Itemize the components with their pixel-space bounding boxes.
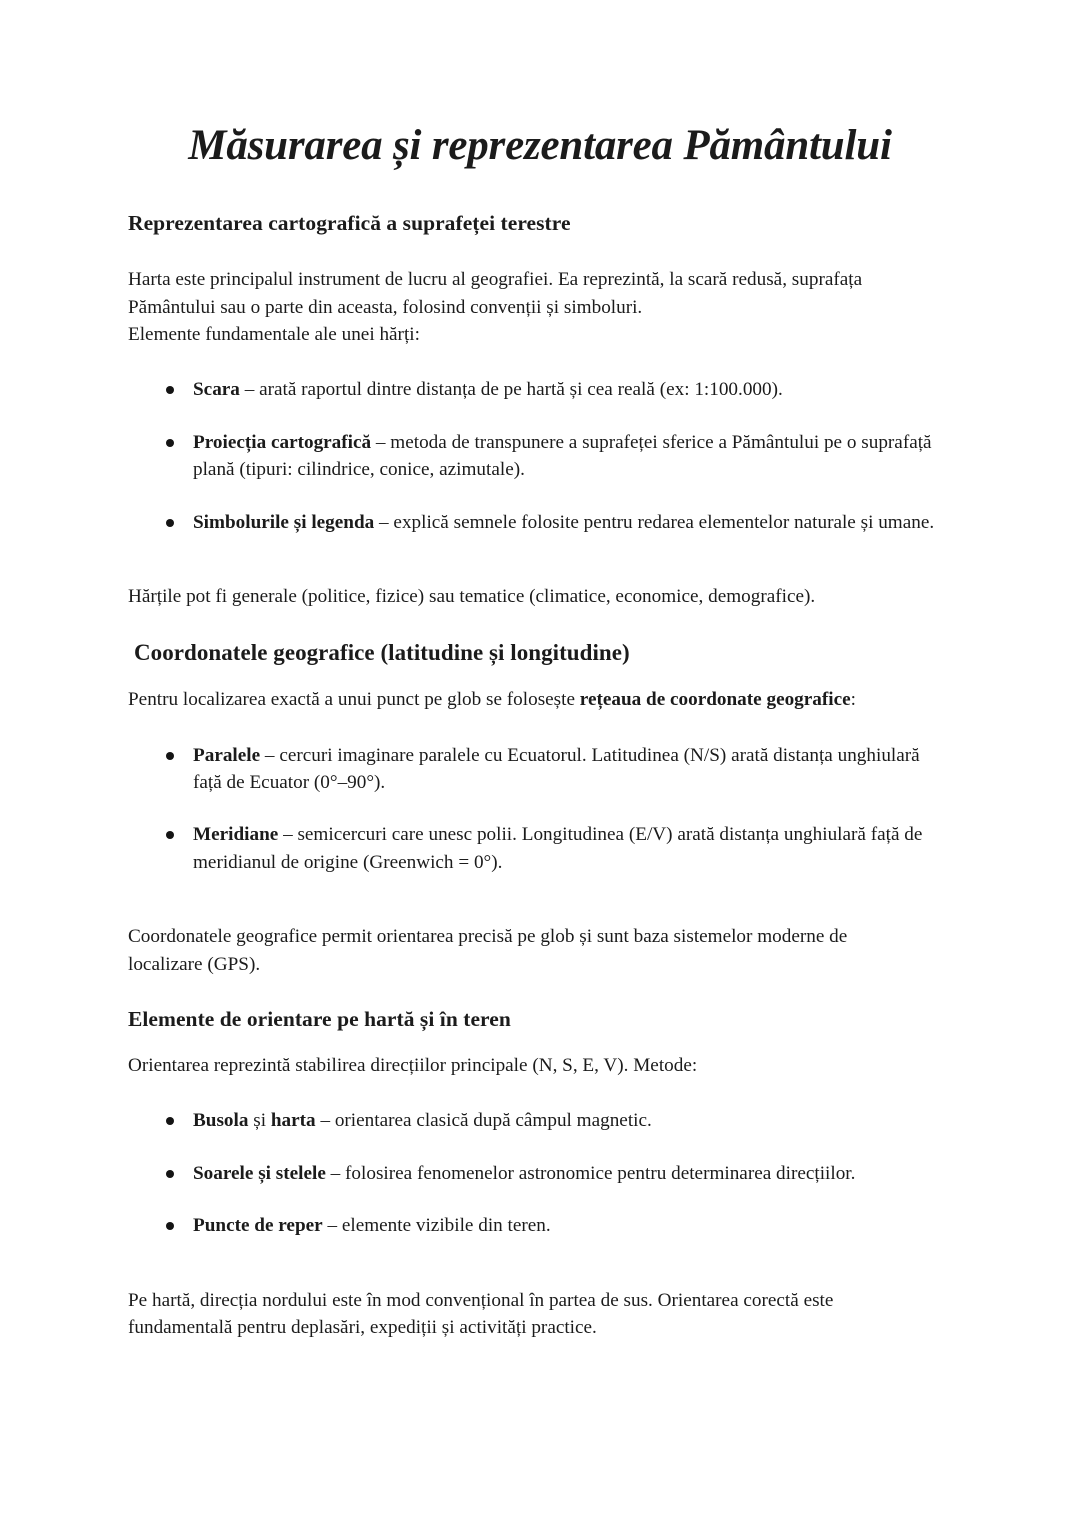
spacer — [128, 668, 952, 686]
list-item — [128, 376, 952, 403]
spacer — [128, 978, 952, 1006]
list-item-description: – orientarea clasică după câmpul magnetic. — [315, 1110, 652, 1132]
paragraph-text-after-bold: : — [850, 689, 856, 711]
list-item-description: – semicercuri care unesc polii. Longitudinea (E/V) arată distanța unghiulară față de meridianul de origine (Greenwich = 0°). — [193, 824, 923, 873]
list-item-term-secondary: harta — [270, 1110, 316, 1132]
list-item-text — [193, 1212, 952, 1239]
list-item-text — [193, 376, 938, 403]
list-item-term: Scara — [193, 379, 240, 401]
bullet-disc-icon — [166, 1117, 174, 1125]
paragraph-bold-phrase: rețeaua de coordonate geografice — [579, 689, 851, 711]
paragraph-orientation-methods-lead: Orientarea reprezintă stabilirea direcțiilor principale (N, S, E, V). Metode: — [128, 1055, 698, 1077]
spacer — [128, 238, 952, 266]
paragraph-gps-localization: Coordonatele geografice permit orientarea precisă pe glob și sunt baza sistemelor moderne de localizare (GPS). — [128, 926, 848, 975]
list-orientation-methods — [128, 1107, 952, 1239]
spacer — [128, 1034, 952, 1052]
list-item-description: – arată raportul dintre distanța de pe hartă și cea reală (ex: 1:100.000). — [239, 379, 783, 401]
list-item — [128, 1107, 952, 1134]
paragraph-coordinate-network — [128, 686, 900, 713]
list-item-term: Proiecția cartografică — [193, 431, 372, 453]
list-item-text — [193, 1160, 952, 1187]
list-map-elements — [128, 376, 952, 536]
bullet-disc-icon — [166, 519, 174, 527]
list-item — [128, 742, 952, 797]
list-item-text — [193, 742, 952, 797]
spacer — [128, 170, 952, 210]
paragraph-map-types: Hărțile pot fi generale (politice, fizice) sau tematice (climatice, economice, demografice). — [128, 585, 816, 607]
list-item-term: Simbolurile și legenda — [193, 511, 375, 533]
bullet-disc-icon — [166, 752, 174, 760]
bullet-disc-icon — [166, 831, 174, 839]
spacer — [128, 1240, 952, 1287]
spacer — [128, 610, 952, 638]
list-item — [128, 429, 952, 484]
list-coordinate-types — [128, 742, 952, 877]
heading-geographic-coordinates: Coordonatele geografice (latitudine și longitudine) — [134, 640, 630, 666]
bullet-disc-icon — [166, 1222, 174, 1230]
heading-orientation-elements: Elemente de orientare pe hartă și în teren — [128, 1007, 511, 1032]
list-item-description: – explică semnele folosite pentru redarea elementelor naturale și umane. — [374, 511, 935, 533]
spacer — [128, 1079, 952, 1107]
list-item-text — [193, 429, 938, 484]
spacer — [128, 876, 952, 923]
bullet-disc-icon — [166, 439, 174, 447]
spacer — [128, 348, 952, 376]
list-item-description: – cercuri imaginare paralele cu Ecuatorul. Latitudinea (N/S) arată distanța unghiulară față de Ecuator (0°–90°). — [193, 744, 920, 794]
list-item-term: Puncte de reper — [193, 1215, 323, 1237]
list-item-term: Busola — [193, 1110, 249, 1132]
bullet-disc-icon — [166, 386, 174, 394]
list-item — [128, 1160, 952, 1187]
paragraph-map-definition: Harta este principalul instrument de lucru al geografiei. Ea reprezintă, la scară redusă, suprafața Pământului sau o parte din aceasta, folosind convenții și simboluri. — [128, 269, 863, 318]
paragraph-fundamental-elements-lead: Elemente fundamentale ale unei hărți: — [128, 323, 420, 345]
list-item-description: – folosirea fenomenelor astronomice pentru determinarea direcțiilor. — [325, 1162, 856, 1184]
page-title: Măsurarea și reprezentarea Pământului — [188, 122, 892, 169]
list-item-description: – metoda de transpunere a suprafeței sferice a Pământului pe o suprafață plană (tipuri: cilindrice, conice, azimutale). — [193, 431, 932, 481]
list-item-description: – elemente vizibile din teren. — [322, 1215, 551, 1237]
paragraph-north-direction: Pe hartă, direcția nordului este în mod convențional în partea de sus. Orientarea corectă este fundamentală pentru deplasări, expediții și activități practice. — [128, 1289, 834, 1339]
spacer — [128, 714, 952, 742]
list-item-text — [193, 1107, 952, 1134]
spacer — [128, 536, 952, 583]
bullet-disc-icon — [166, 1170, 174, 1178]
heading-representation-cartographic: Reprezentarea cartografică a suprafeței terestre — [128, 211, 571, 236]
list-item-term: Paralele — [193, 744, 261, 766]
list-item-conjunction: și — [248, 1110, 271, 1132]
list-item — [128, 821, 952, 876]
paragraph-text-before-bold: Pentru localizarea exactă a unui punct pe glob se folosește — [128, 689, 580, 711]
list-item-term: Meridiane — [193, 824, 279, 846]
list-item — [128, 1212, 952, 1239]
list-item — [128, 509, 952, 536]
list-item-text — [193, 509, 938, 536]
list-item-term: Soarele și stelele — [193, 1162, 326, 1184]
list-item-text — [193, 821, 952, 876]
